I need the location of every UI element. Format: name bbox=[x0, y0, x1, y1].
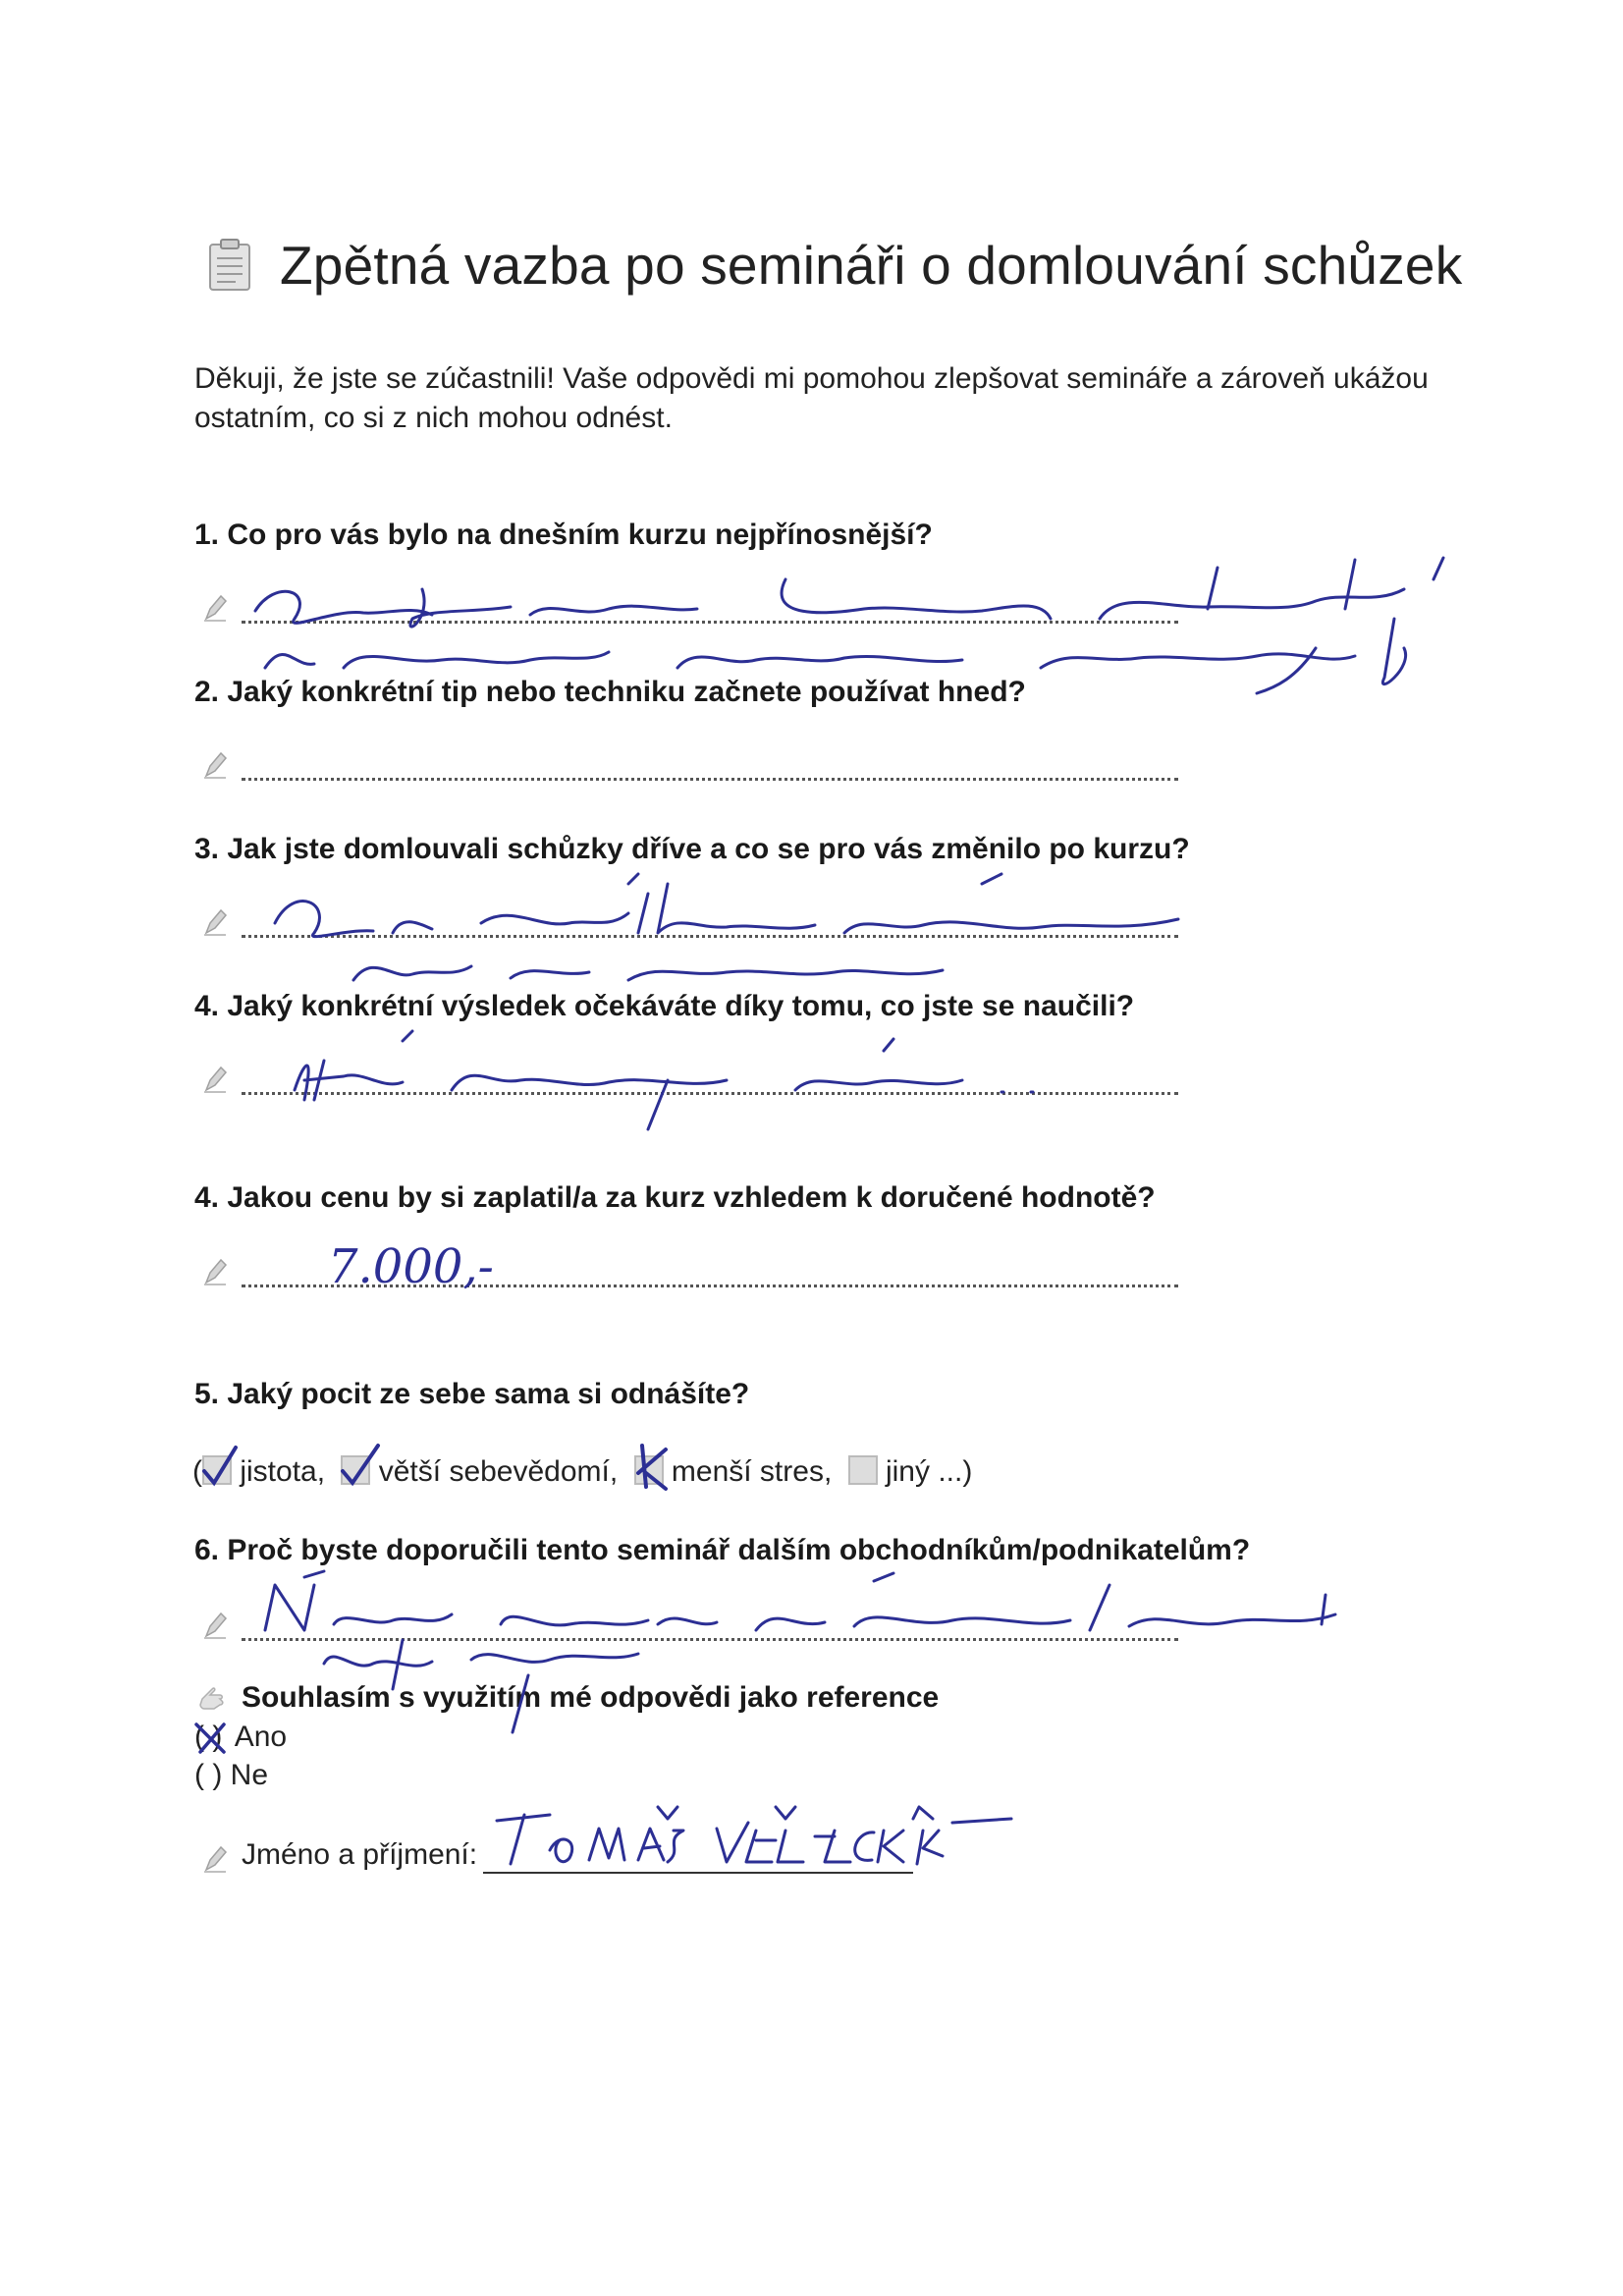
feeling-jistota: jistota, bbox=[240, 1455, 326, 1488]
checkmark-icon bbox=[632, 1444, 672, 1491]
checkmark-icon bbox=[339, 1446, 378, 1489]
feeling-vetsi-sebevedomi: větší sebevědomí, bbox=[378, 1455, 619, 1488]
price-answer: 7.000,- bbox=[328, 1239, 494, 1294]
cross-mark-icon bbox=[192, 1721, 230, 1756]
consent-yes-label: Ano bbox=[234, 1721, 288, 1753]
checkbox-jistota[interactable] bbox=[202, 1455, 232, 1485]
checkbox-mensi-stres[interactable] bbox=[634, 1455, 664, 1485]
question-1: 1. Co pro vás bylo na dnešním kurzu nejpřínosnější? bbox=[194, 519, 933, 551]
question-price: 4. Jakou cenu by si zaplatil/a za kurz vzhledem k doručené hodnotě? bbox=[194, 1181, 1156, 1214]
handwritten-price bbox=[324, 1231, 540, 1300]
clipboard-icon bbox=[208, 239, 251, 292]
consent-option-no[interactable]: ( ) Ne bbox=[194, 1759, 268, 1791]
pencil-icon bbox=[202, 1844, 228, 1874]
consent-label: Souhlasím s využitím mé odpovědi jako reference bbox=[242, 1681, 940, 1714]
hand-pointer-icon bbox=[196, 1683, 226, 1713]
checkbox-jiny[interactable] bbox=[848, 1455, 878, 1485]
handwritten-answer-3 bbox=[236, 864, 1217, 992]
checkmark-icon bbox=[200, 1446, 240, 1489]
handwritten-answer-6 bbox=[245, 1565, 1355, 1693]
pencil-icon bbox=[202, 1611, 228, 1640]
pencil-icon bbox=[202, 907, 228, 937]
feelings-open-paren: ( bbox=[192, 1455, 202, 1488]
question-4: 4. Jaký konkrétní výsledek očekáváte díky tomu, co jste se naučili? bbox=[194, 990, 1135, 1022]
answer-line-2[interactable] bbox=[242, 778, 1178, 781]
pencil-icon bbox=[202, 750, 228, 780]
radio-yes[interactable]: ( ) bbox=[194, 1721, 228, 1754]
feeling-mensi-stres: menší stres, bbox=[671, 1455, 833, 1488]
checkbox-vetsi-sebevedomi[interactable] bbox=[341, 1455, 370, 1485]
name-label: Jméno a příjmení: bbox=[242, 1838, 478, 1871]
feelings-close-paren: ) bbox=[962, 1455, 973, 1488]
pencil-icon bbox=[202, 1257, 228, 1286]
pencil-icon bbox=[202, 593, 228, 623]
feeling-jiny: jiný ... bbox=[885, 1455, 963, 1488]
handwritten-answer-4 bbox=[255, 1021, 1139, 1129]
page-title: Zpětná vazba po semináři o domlouvání schůzek bbox=[280, 235, 1463, 296]
feelings-options bbox=[192, 1455, 972, 1489]
question-2: 2. Jaký konkrétní tip nebo techniku začnete používat hned? bbox=[194, 676, 1026, 708]
pencil-icon bbox=[202, 1065, 228, 1094]
question-3: 3. Jak jste domlouvali schůzky dříve a co se pro vás změnilo po kurzu? bbox=[194, 833, 1190, 865]
intro-text: Děkuji, že jste se zúčastnili! Vaše odpovědi mi pomohou zlepšovat semináře a zároveň ukážou ostatním, co si z nich mohou odnést. bbox=[194, 362, 1429, 434]
consent-option-yes[interactable] bbox=[194, 1721, 287, 1754]
question-5: 5. Jaký pocit ze sebe sama si odnášíte? bbox=[194, 1378, 750, 1410]
question-6: 6. Proč byste doporučili tento seminář dalším obchodníkům/podnikatelům? bbox=[194, 1534, 1251, 1566]
handwritten-name-signature bbox=[491, 1801, 1021, 1880]
handwritten-stroke bbox=[499, 1669, 548, 1738]
